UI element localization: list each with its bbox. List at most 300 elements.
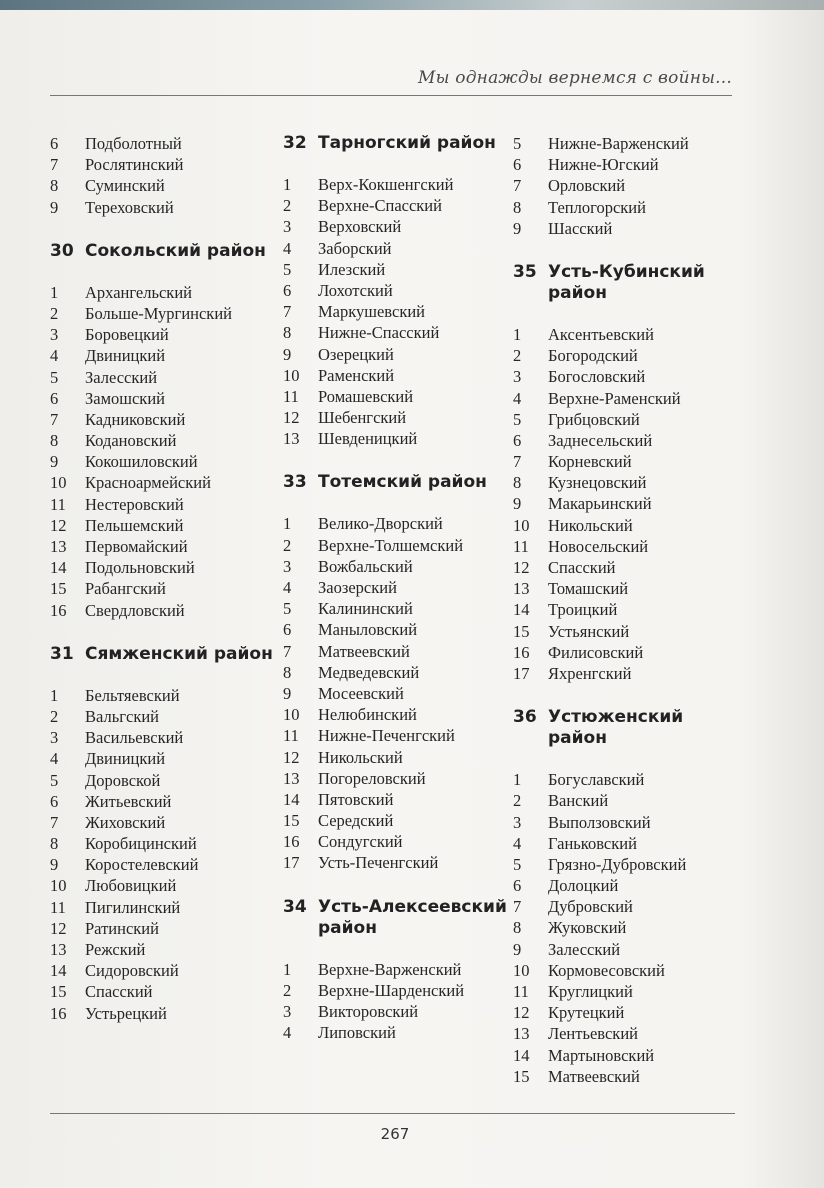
district-title: Усть-Кубинский район — [548, 261, 705, 303]
item-name: Матвеевский — [548, 1066, 640, 1086]
item-name: Жиховский — [85, 812, 166, 832]
item-number: 16 — [513, 642, 530, 662]
item-name: Боровецкий — [85, 325, 169, 345]
item-number: 10 — [50, 473, 67, 493]
item-number: 3 — [283, 1002, 292, 1021]
item-number: 6 — [513, 876, 522, 896]
item-number: 14 — [50, 961, 67, 981]
item-name: Дубровский — [548, 897, 633, 917]
list-item — [50, 960, 275, 981]
list-item — [513, 896, 738, 917]
list-item — [50, 367, 275, 388]
list-item — [50, 175, 275, 196]
item-name: Филисовский — [548, 642, 644, 662]
list-item — [283, 216, 508, 237]
item-number: 9 — [513, 218, 522, 238]
district-title: Тарногский район — [318, 133, 496, 153]
item-name: Троицкий — [548, 600, 618, 620]
list-item — [50, 303, 275, 324]
list-item — [513, 917, 738, 938]
list-item — [50, 875, 275, 896]
item-name: Богуславский — [548, 770, 645, 790]
item-name: Погореловский — [318, 768, 426, 788]
item-name: Яхренгский — [548, 663, 632, 683]
item-name: Первомайский — [85, 537, 188, 556]
item-name: Верхне-Шарденский — [318, 980, 465, 1000]
item-number: 1 — [283, 959, 292, 979]
item-number: 17 — [283, 853, 300, 873]
list-item — [50, 812, 275, 833]
list-item — [283, 386, 508, 407]
column-2 — [283, 133, 508, 1043]
list-item — [283, 768, 508, 789]
header-rule — [50, 95, 732, 96]
list-item — [513, 960, 738, 981]
item-name: Сондугский — [318, 832, 403, 852]
item-name: Круглицкий — [548, 982, 633, 1001]
district-number: 30 — [50, 240, 74, 261]
item-number: 8 — [283, 662, 292, 682]
list-item — [50, 748, 275, 769]
item-name: Макарьинский — [548, 494, 652, 514]
item-number: 7 — [283, 302, 292, 322]
list-item — [513, 557, 738, 578]
list-item — [513, 663, 738, 684]
item-name: Нестеровский — [85, 494, 184, 514]
item-number: 5 — [513, 134, 522, 153]
item-number: 8 — [513, 918, 522, 938]
item-number: 5 — [513, 854, 522, 874]
list-item — [513, 154, 738, 175]
footer-rule — [50, 1113, 735, 1114]
item-number: 6 — [513, 430, 522, 450]
district-title: Усть-Алексеевский район — [318, 896, 507, 938]
item-number: 10 — [513, 960, 530, 980]
item-number: 4 — [513, 833, 522, 853]
item-number: 9 — [283, 683, 292, 703]
item-name: Кормовесовский — [548, 960, 665, 980]
district-title: Сямженский район — [85, 643, 273, 664]
item-name: Подольновский — [85, 558, 195, 578]
item-number: 2 — [283, 535, 292, 555]
item-number: 7 — [513, 897, 522, 917]
item-number: 16 — [50, 600, 67, 620]
list-item — [283, 301, 508, 322]
item-name: Верхне-Варженский — [318, 959, 462, 979]
item-name: Аксентьевский — [548, 324, 654, 344]
list-item — [50, 854, 275, 875]
list-item — [283, 725, 508, 746]
item-name: Больше-Мургинский — [85, 303, 232, 323]
list-item — [50, 918, 275, 939]
district-number: 35 — [513, 261, 537, 282]
item-name: Нижне-Варженский — [548, 134, 689, 153]
item-name: Пятовский — [318, 789, 394, 809]
list-item — [513, 324, 738, 345]
item-number: 15 — [513, 1066, 530, 1086]
item-number: 9 — [513, 494, 522, 514]
item-name: Шевденицкий — [318, 429, 418, 449]
list-item — [513, 218, 738, 239]
list-item — [50, 600, 275, 621]
list-item — [283, 662, 508, 683]
district-heading — [50, 644, 275, 665]
district-number: 31 — [50, 643, 74, 664]
item-number: 4 — [50, 749, 59, 769]
item-name: Двиницкий — [85, 749, 166, 769]
list-item — [283, 831, 508, 852]
item-number: 3 — [283, 556, 292, 576]
item-name: Замошский — [85, 388, 165, 408]
list-item — [283, 641, 508, 662]
item-number: 13 — [283, 429, 300, 449]
list-item — [513, 621, 738, 642]
item-number: 11 — [513, 982, 529, 1001]
item-number: 2 — [283, 196, 292, 216]
item-name: Рослятинский — [85, 155, 184, 175]
item-number: 5 — [283, 599, 292, 619]
item-name: Новосельский — [548, 536, 649, 556]
list-item — [283, 428, 508, 449]
list-item — [50, 494, 275, 515]
item-name: Режский — [85, 940, 146, 959]
scan-edge — [0, 0, 824, 10]
item-name: Никольский — [318, 747, 403, 767]
district-heading — [283, 133, 508, 154]
item-number: 4 — [283, 1023, 292, 1043]
list-item — [50, 685, 275, 706]
item-number: 10 — [283, 705, 300, 725]
item-number: 9 — [50, 197, 59, 217]
item-number: 7 — [50, 409, 59, 429]
item-name: Медведевский — [318, 662, 420, 682]
list-item — [50, 324, 275, 345]
list-item — [283, 577, 508, 598]
item-number: 4 — [283, 578, 292, 597]
list-item — [50, 1003, 275, 1024]
district-number: 32 — [283, 133, 307, 153]
item-name: Илезский — [318, 259, 386, 279]
item-number: 4 — [513, 388, 522, 408]
item-number: 1 — [50, 685, 59, 705]
item-number: 3 — [50, 325, 59, 345]
item-name: Никольский — [548, 515, 633, 535]
district-heading — [513, 707, 738, 749]
item-name: Лохотский — [318, 280, 393, 300]
list-item — [283, 280, 508, 301]
item-name: Лентьевский — [548, 1024, 638, 1044]
list-item — [513, 409, 738, 430]
district-heading — [513, 262, 738, 304]
item-name: Любовицкий — [85, 876, 177, 896]
item-name: Спасский — [85, 982, 153, 1002]
item-name: Орловский — [548, 176, 626, 196]
item-name: Богословский — [548, 367, 646, 387]
list-item — [513, 1002, 738, 1023]
list-item — [283, 1001, 508, 1022]
district-number: 36 — [513, 707, 537, 728]
list-item — [50, 409, 275, 430]
item-name: Двиницкий — [85, 346, 166, 366]
list-item — [50, 345, 275, 366]
list-item — [513, 388, 738, 409]
list-item — [513, 345, 738, 366]
item-name: Маркушевский — [318, 302, 426, 322]
list-item — [513, 175, 738, 196]
item-name: Нелюбинский — [318, 705, 417, 725]
item-number: 17 — [513, 663, 530, 683]
item-number: 12 — [513, 558, 530, 577]
item-name: Маныловский — [318, 620, 418, 640]
list-item — [50, 706, 275, 727]
item-number: 15 — [513, 621, 530, 641]
item-name: Подболотный — [85, 134, 182, 153]
item-name: Богородский — [548, 346, 638, 366]
item-number: 14 — [283, 789, 300, 809]
district-title: Устюженский район — [548, 707, 684, 749]
item-number: 12 — [283, 408, 300, 428]
list-item — [50, 791, 275, 812]
item-name: Мартыновский — [548, 1045, 655, 1065]
item-number: 12 — [513, 1003, 530, 1023]
district-number: 33 — [283, 472, 307, 493]
item-number: 7 — [283, 641, 292, 661]
item-number: 3 — [513, 367, 522, 387]
item-name: Шасский — [548, 218, 613, 238]
list-item — [513, 875, 738, 896]
item-name: Велико-Дворский — [318, 514, 443, 534]
item-number: 4 — [283, 238, 292, 258]
item-name: Коростелевский — [85, 855, 199, 875]
list-item — [283, 810, 508, 831]
item-number: 9 — [513, 939, 522, 959]
item-number: 5 — [50, 367, 59, 387]
item-name: Ганьковский — [548, 833, 637, 853]
item-number: 12 — [283, 747, 300, 767]
item-number: 11 — [50, 494, 66, 514]
item-number: 14 — [513, 1045, 530, 1065]
item-name: Теплогорский — [548, 197, 646, 217]
column-3 — [513, 133, 738, 1087]
item-number: 8 — [513, 197, 522, 217]
item-number: 8 — [50, 176, 59, 196]
item-name: Усть-Печенгский — [318, 853, 439, 873]
list-item — [283, 789, 508, 810]
item-name: Ванский — [548, 791, 609, 811]
list-item — [50, 557, 275, 578]
running-header: Мы однажды вернемся с войны... — [418, 68, 732, 88]
item-name: Матвеевский — [318, 641, 410, 661]
district-title: Сокольский район — [85, 240, 266, 261]
item-number: 11 — [50, 897, 66, 917]
list-item — [283, 322, 508, 343]
item-number: 4 — [50, 346, 59, 366]
list-item — [283, 513, 508, 534]
item-name: Кадниковский — [85, 409, 186, 429]
list-item — [283, 747, 508, 768]
item-name: Томашский — [548, 579, 629, 599]
list-item — [283, 619, 508, 640]
item-number: 2 — [513, 346, 522, 366]
list-item — [50, 981, 275, 1002]
list-item — [513, 430, 738, 451]
item-number: 7 — [50, 812, 59, 832]
list-item — [283, 259, 508, 280]
list-item — [283, 344, 508, 365]
item-name: Шебенгский — [318, 408, 407, 428]
page-number: 267 — [380, 1125, 410, 1143]
list-item — [283, 556, 508, 577]
list-item — [513, 472, 738, 493]
item-name: Залесский — [548, 939, 621, 959]
list-item — [50, 197, 275, 218]
item-name: Рабангский — [85, 579, 166, 599]
item-number: 13 — [50, 537, 67, 556]
list-item — [50, 282, 275, 303]
item-number: 13 — [50, 940, 67, 959]
item-number: 5 — [50, 770, 59, 790]
item-number: 1 — [50, 282, 59, 302]
item-number: 13 — [283, 768, 300, 788]
list-item — [283, 535, 508, 556]
item-number: 8 — [50, 834, 59, 854]
list-item — [513, 790, 738, 811]
list-item — [50, 536, 275, 557]
district-title: Тотемский район — [318, 472, 487, 493]
item-number: 1 — [283, 514, 292, 534]
list-item — [50, 388, 275, 409]
item-number: 2 — [283, 980, 292, 1000]
list-item — [50, 897, 275, 918]
item-name: Липовский — [318, 1023, 396, 1043]
item-number: 1 — [283, 175, 292, 194]
district-number: 34 — [283, 896, 307, 917]
district-heading — [283, 897, 508, 939]
item-name: Крутецкий — [548, 1003, 625, 1023]
list-item — [513, 451, 738, 472]
item-name: Пигилинский — [85, 897, 181, 917]
item-name: Устьянский — [548, 621, 630, 641]
item-name: Тереховский — [85, 197, 174, 217]
item-number: 11 — [283, 726, 299, 746]
item-name: Верховский — [318, 217, 402, 237]
item-name: Кодановский — [85, 431, 177, 451]
item-number: 14 — [513, 600, 530, 620]
list-item — [283, 195, 508, 216]
item-number: 6 — [50, 388, 59, 408]
list-item — [513, 812, 738, 833]
item-number: 8 — [50, 431, 59, 451]
item-name: Пельшемский — [85, 515, 184, 535]
list-item — [283, 174, 508, 195]
list-item — [513, 1045, 738, 1066]
list-item — [283, 959, 508, 980]
item-name: Нижне-Югский — [548, 155, 659, 175]
list-item — [513, 366, 738, 387]
item-number: 15 — [50, 982, 67, 1002]
item-number: 10 — [283, 365, 300, 385]
item-number: 3 — [50, 728, 59, 748]
item-number: 14 — [50, 558, 67, 578]
item-number: 7 — [513, 452, 522, 472]
item-number: 5 — [283, 259, 292, 279]
item-name: Коробицинский — [85, 834, 197, 854]
item-name: Спасский — [548, 558, 616, 577]
item-name: Нижне-Спасский — [318, 323, 440, 343]
list-item — [50, 939, 275, 960]
item-name: Доровской — [85, 770, 161, 790]
list-item — [283, 365, 508, 386]
item-number: 6 — [50, 791, 59, 811]
list-item — [283, 683, 508, 704]
item-number: 6 — [283, 280, 292, 300]
list-item — [513, 133, 738, 154]
item-name: Красноармейский — [85, 473, 211, 493]
district-heading — [283, 472, 508, 493]
item-name: Грязно-Дубровский — [548, 854, 687, 874]
list-item — [283, 598, 508, 619]
list-item — [513, 642, 738, 663]
item-name: Кокошиловский — [85, 452, 198, 472]
list-item — [50, 451, 275, 472]
item-number: 11 — [283, 386, 299, 406]
item-name: Мосеевский — [318, 683, 404, 703]
list-item — [513, 769, 738, 790]
district-heading — [50, 241, 275, 262]
item-number: 12 — [50, 918, 67, 938]
item-name: Ратинский — [85, 918, 159, 938]
item-name: Верхне-Раменский — [548, 388, 681, 408]
item-name: Верх-Кокшенгский — [318, 175, 454, 194]
list-item — [50, 154, 275, 175]
item-number: 10 — [50, 876, 67, 896]
item-number: 2 — [50, 303, 59, 323]
list-item — [50, 770, 275, 791]
item-number: 16 — [50, 1003, 67, 1023]
list-item — [513, 1066, 738, 1087]
item-number: 15 — [283, 811, 300, 831]
list-item — [513, 536, 738, 557]
list-item — [50, 133, 275, 154]
item-name: Сидоровский — [85, 961, 179, 981]
item-name: Середский — [318, 811, 394, 831]
item-number: 6 — [513, 155, 522, 175]
list-item — [513, 1023, 738, 1044]
list-item — [283, 407, 508, 428]
item-number: 10 — [513, 515, 530, 535]
item-number: 13 — [513, 1024, 530, 1044]
item-number: 8 — [283, 323, 292, 343]
item-name: Верхне-Толшемский — [318, 535, 464, 555]
item-number: 7 — [513, 176, 522, 196]
list-item — [513, 515, 738, 536]
item-number: 3 — [513, 812, 522, 832]
item-name: Васильевский — [85, 728, 184, 748]
item-name: Заборский — [318, 238, 392, 258]
list-item — [513, 833, 738, 854]
item-number: 9 — [50, 452, 59, 472]
list-item — [50, 578, 275, 599]
list-item — [283, 1022, 508, 1043]
item-number: 3 — [283, 217, 292, 237]
item-number: 1 — [513, 770, 522, 790]
item-name: Долоцкий — [548, 876, 619, 896]
item-name: Заднесельский — [548, 430, 653, 450]
list-item — [283, 704, 508, 725]
column-1 — [50, 133, 275, 1024]
list-item — [513, 599, 738, 620]
item-name: Устьрецкий — [85, 1003, 167, 1023]
